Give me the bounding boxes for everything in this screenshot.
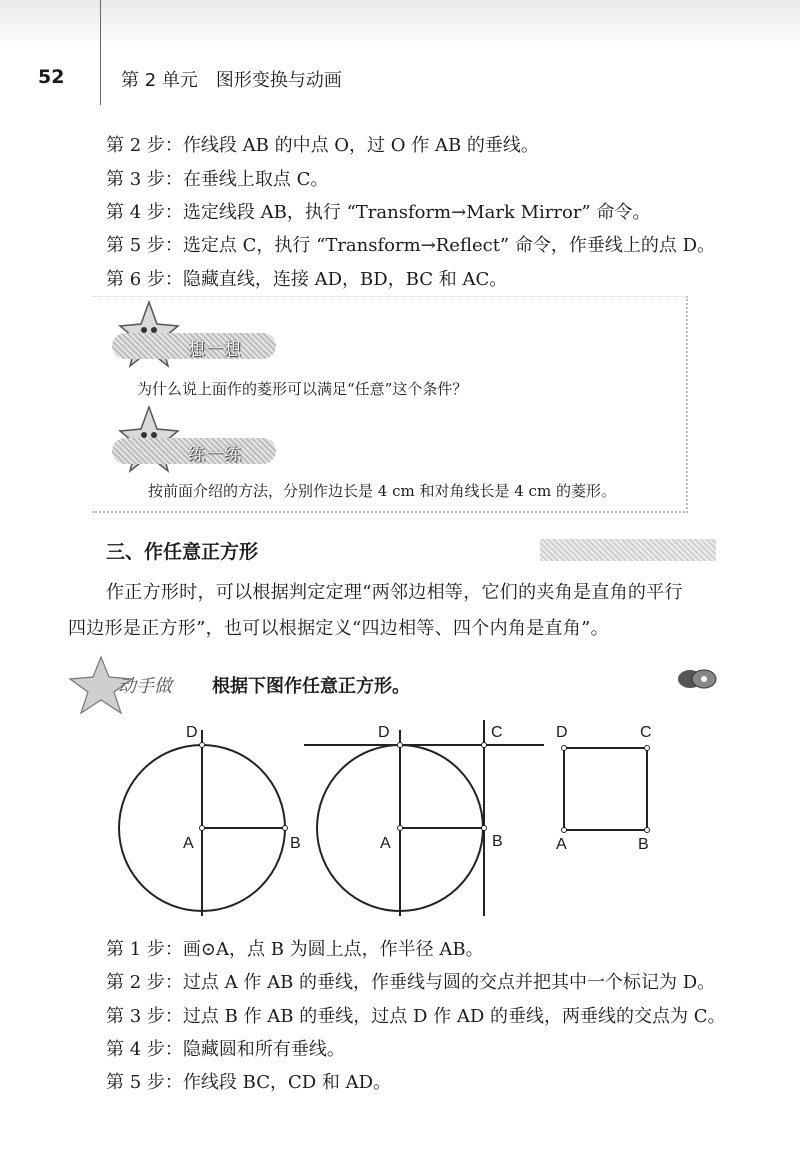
step-text: 作线段 BC，CD 和 AD。 — [182, 1072, 392, 1093]
step-line — [106, 131, 539, 157]
paragraph-line: 四边形是正方形”，也可以根据定义“四边相等、四个内角是直角”。 — [68, 618, 609, 639]
figure-circle-perpendiculars — [300, 720, 550, 920]
unit-title: 第 2 单元 图形变换与动画 — [121, 70, 342, 91]
step-text: 在垂线上取点 C。 — [182, 169, 329, 190]
step-line — [106, 265, 507, 291]
step-text: 过点 B 作 AB 的垂线，过点 D 作 AD 的垂线，两垂线的交点为 C。 — [182, 1006, 726, 1027]
step-line — [106, 198, 650, 224]
step-text: 作线段 AB 的中点 O，过 O 作 AB 的垂线。 — [182, 135, 539, 156]
point-label-a: A — [380, 835, 391, 852]
step-label: 第 5 步： — [106, 235, 183, 256]
think-question: 为什么说上面作的菱形可以满足“任意”这个条件？ — [137, 380, 468, 398]
point-label-d: D — [186, 724, 198, 741]
activity-heading: 根据下图作任意正方形。 — [212, 676, 410, 697]
think-label: 想一想 — [188, 340, 242, 360]
step-text: 选定点 C，执行 “Transform→Reflect” 命令，作垂线上的点 D。 — [182, 235, 716, 256]
step-line — [106, 1068, 391, 1094]
step-line — [106, 1002, 726, 1028]
step-label: 第 6 步： — [106, 269, 183, 290]
step-text: 隐藏圆和所有垂线。 — [182, 1039, 345, 1060]
figure-circle-radius — [110, 720, 300, 920]
step-line — [106, 1035, 345, 1061]
step-label: 第 5 步： — [106, 1072, 183, 1093]
section-heading: 三、作任意正方形 — [106, 541, 259, 563]
step-text: 隐藏直线，连接 AD，BD，BC 和 AC。 — [182, 269, 508, 290]
point-label-b: B — [638, 836, 649, 853]
step-text: 画⊙A，点 B 为圆上点，作半径 AB。 — [182, 939, 484, 960]
header-divider — [100, 0, 101, 105]
point-label-c: C — [640, 724, 652, 741]
point-label-b: B — [290, 835, 301, 852]
step-text: 选定线段 AB，执行 “Transform→Mark Mirror” 命令。 — [182, 202, 651, 223]
step-label: 第 4 步： — [106, 202, 183, 223]
page-number: 52 — [38, 66, 65, 88]
point-label-b: B — [492, 833, 503, 850]
point-label-a: A — [183, 835, 194, 852]
point-label-a: A — [556, 836, 567, 853]
point-label-d: D — [378, 724, 390, 741]
practice-text: 按前面介绍的方法，分别作边长是 4 cm 和对角线长是 4 cm 的菱形。 — [148, 482, 616, 500]
practice-label: 练一练 — [188, 445, 242, 465]
paragraph-line: 作正方形时，可以根据判定定理“两邻边相等，它们的夹角是直角的平行 — [106, 582, 683, 603]
cd-disc-icon — [676, 668, 718, 690]
step-text: 过点 A 作 AB 的垂线，作垂线与圆的交点并把其中一个标记为 D。 — [182, 972, 716, 993]
point-label-c: C — [491, 724, 503, 741]
step-label: 第 2 步： — [106, 972, 183, 993]
step-label: 第 3 步： — [106, 169, 183, 190]
activity-label: 动手做 — [118, 676, 172, 697]
step-line — [106, 231, 715, 257]
step-label: 第 4 步： — [106, 1039, 183, 1060]
step-line — [106, 165, 328, 191]
step-label: 第 3 步： — [106, 1006, 183, 1027]
step-label: 第 2 步： — [106, 135, 183, 156]
section-decoration-bar — [540, 539, 716, 561]
header-background — [0, 0, 800, 48]
step-line — [106, 935, 484, 961]
step-label: 第 1 步： — [106, 939, 183, 960]
point-label-d: D — [556, 724, 568, 741]
step-line — [106, 968, 715, 994]
figure-square — [555, 740, 655, 835]
